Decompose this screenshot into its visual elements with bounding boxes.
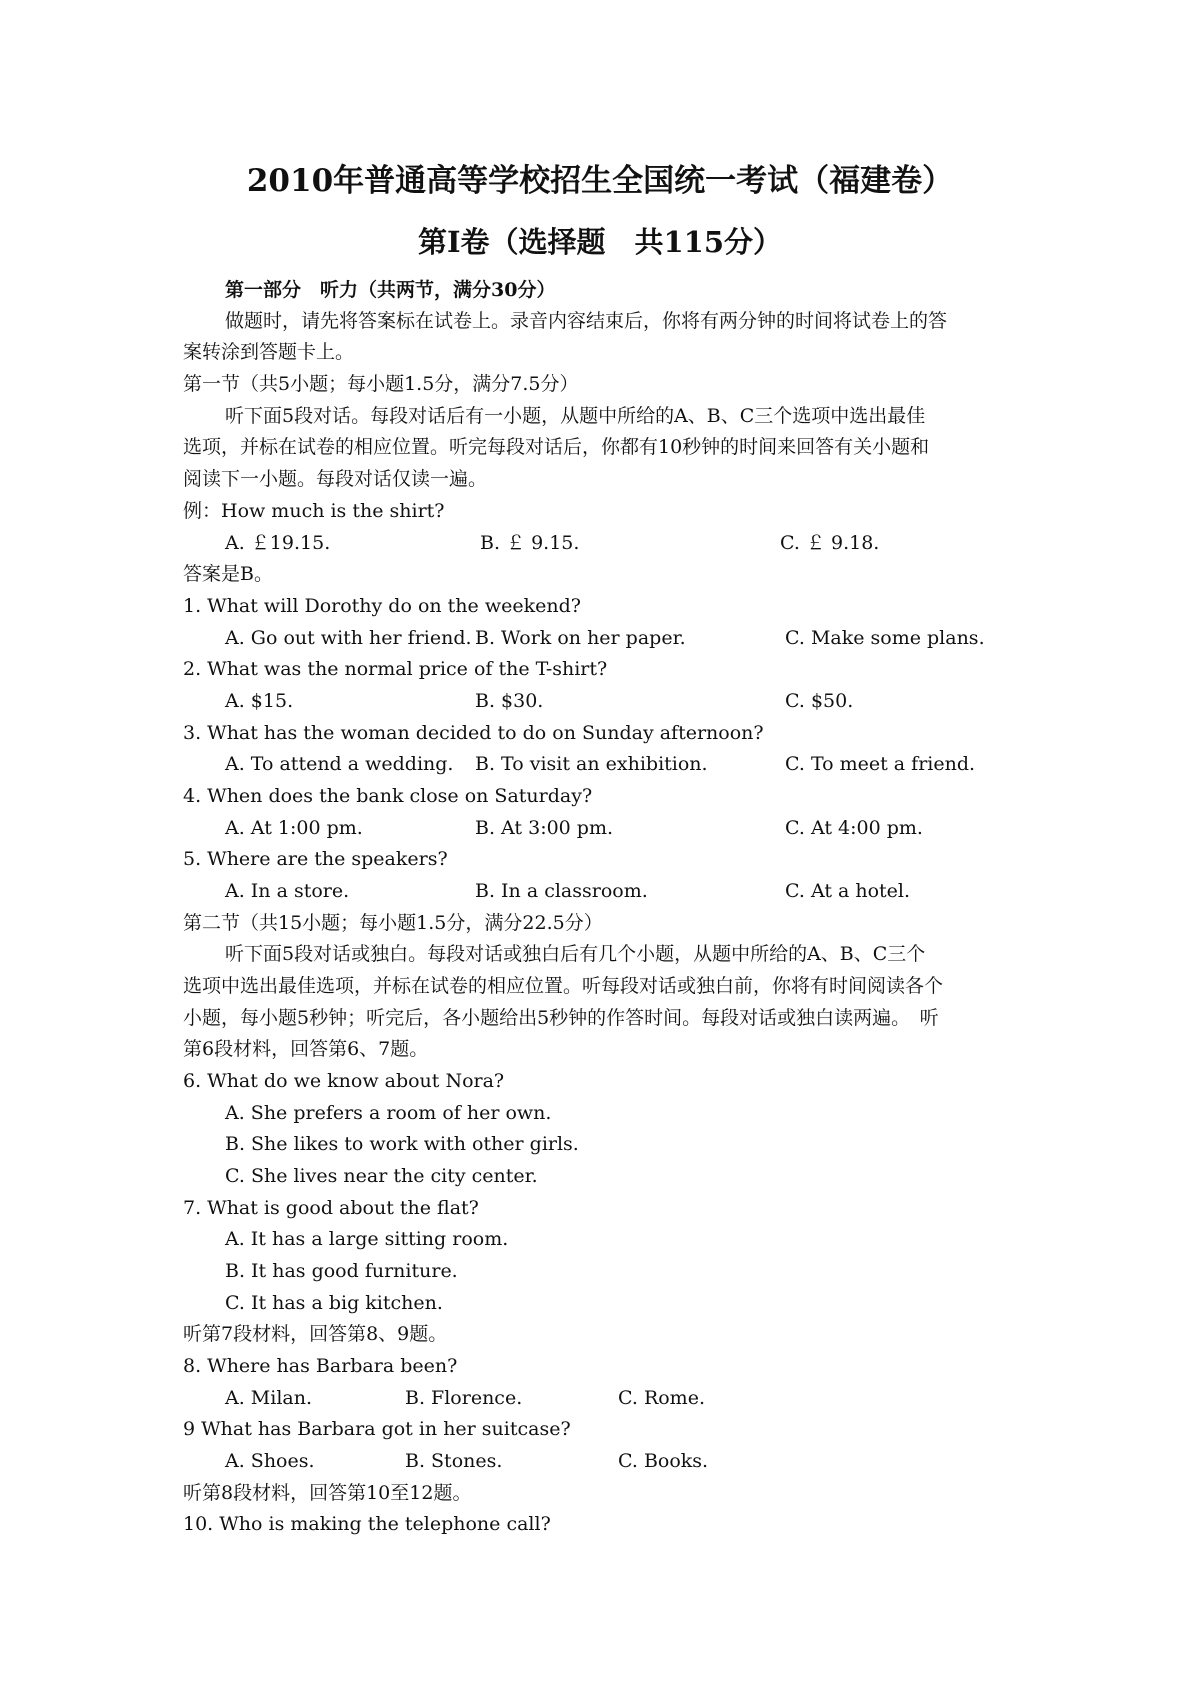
material-7-note: 听第7段材料，回答第8、9题。 bbox=[183, 1323, 448, 1345]
question-9: 9 What has Barbara got in her suitcase? bbox=[183, 1418, 571, 1440]
q5-option-b: B. In a classroom. bbox=[475, 880, 648, 902]
question-8: 8. Where has Barbara been? bbox=[183, 1355, 458, 1377]
q9-option-b: B. Stones. bbox=[405, 1450, 503, 1472]
q4-option-a: A. At 1:00 pm. bbox=[225, 817, 363, 839]
q1-option-a: A. Go out with her friend. bbox=[225, 627, 472, 649]
section1-heading: 第一节（共5小题；每小题1.5分，满分7.5分） bbox=[183, 373, 579, 395]
q5-option-c: C. At a hotel. bbox=[785, 880, 911, 902]
example-option-c: C. ￡ 9.18. bbox=[780, 532, 880, 554]
section1-instruction-line: 阅读下一小题。每段对话仅读一遍。 bbox=[183, 468, 488, 490]
question-7: 7. What is good about the flat? bbox=[183, 1197, 479, 1219]
q2-option-c: C. $50. bbox=[785, 690, 854, 712]
question-6: 6. What do we know about Nora? bbox=[183, 1070, 505, 1092]
q7-option-b: B. It has good furniture. bbox=[225, 1260, 458, 1282]
part1-intro-line: 做题时，请先将答案标在试卷上。录音内容结束后，你将有两分钟的时间将试卷上的答 bbox=[225, 310, 948, 332]
q1-option-c: C. Make some plans. bbox=[785, 627, 985, 649]
q4-option-c: C. At 4:00 pm. bbox=[785, 817, 923, 839]
q1-option-b: B. Work on her paper. bbox=[475, 627, 686, 649]
section2-instruction-line: 听下面5段对话或独白。每段对话或独白后有几个小题，从题中所给的A、B、C三个 bbox=[225, 943, 926, 965]
question-2: 2. What was the normal price of the T-shirt? bbox=[183, 658, 608, 680]
part1-heading: 第一部分 听力（共两节，满分30分） bbox=[225, 279, 556, 301]
q7-option-a: A. It has a large sitting room. bbox=[225, 1228, 509, 1250]
section1-instruction-line: 选项，并标在试卷的相应位置。听完每段对话后，你都有10秒钟的时间来回答有关小题和 bbox=[183, 436, 930, 458]
part1-intro-line: 案转涂到答题卡上。 bbox=[183, 341, 355, 363]
q4-option-b: B. At 3:00 pm. bbox=[475, 817, 614, 839]
q8-option-b: B. Florence. bbox=[405, 1387, 523, 1409]
q8-option-a: A. Milan. bbox=[225, 1387, 313, 1409]
q2-option-b: B. $30. bbox=[475, 690, 544, 712]
example-answer: 答案是B。 bbox=[183, 563, 273, 585]
q3-option-c: C. To meet a friend. bbox=[785, 753, 976, 775]
question-5: 5. Where are the speakers? bbox=[183, 848, 448, 870]
exam-subtitle: 第I卷（选择题 共115分） bbox=[417, 225, 783, 259]
section1-instruction-line: 听下面5段对话。每段对话后有一小题，从题中所给的A、B、C三个选项中选出最佳 bbox=[225, 405, 926, 427]
q9-option-a: A. Shoes. bbox=[225, 1450, 315, 1472]
question-10: 10. Who is making the telephone call? bbox=[183, 1513, 551, 1535]
exam-title: 2010年普通高等学校招生全国统一考试（福建卷） bbox=[246, 163, 954, 199]
q6-option-b: B. She likes to work with other girls. bbox=[225, 1133, 579, 1155]
section2-instruction-line: 小题，每小题5秒钟；听完后，各小题给出5秒钟的作答时间。每段对话或独白读两遍。 听 bbox=[183, 1007, 939, 1029]
q3-option-b: B. To visit an exhibition. bbox=[475, 753, 708, 775]
example-option-a: A. ￡19.15. bbox=[225, 532, 331, 554]
example-option-b: B. ￡ 9.15. bbox=[480, 532, 580, 554]
section2-heading: 第二节（共15小题；每小题1.5分，满分22.5分） bbox=[183, 912, 603, 934]
q3-option-a: A. To attend a wedding. bbox=[225, 753, 454, 775]
question-3: 3. What has the woman decided to do on Sunday afternoon? bbox=[183, 722, 764, 744]
question-1: 1. What will Dorothy do on the weekend? bbox=[183, 595, 581, 617]
q6-option-a: A. She prefers a room of her own. bbox=[225, 1102, 552, 1124]
section2-instruction-line: 第6段材料，回答第6、7题。 bbox=[183, 1038, 429, 1060]
example-question: 例：How much is the shirt? bbox=[183, 500, 445, 522]
material-8-note: 听第8段材料，回答第10至12题。 bbox=[183, 1482, 472, 1504]
q9-option-c: C. Books. bbox=[618, 1450, 709, 1472]
q6-option-c: C. She lives near the city center. bbox=[225, 1165, 538, 1187]
section2-instruction-line: 选项中选出最佳选项，并标在试卷的相应位置。听每段对话或独白前，你将有时间阅读各个 bbox=[183, 975, 944, 997]
q2-option-a: A. $15. bbox=[225, 690, 294, 712]
question-4: 4. When does the bank close on Saturday? bbox=[183, 785, 593, 807]
q5-option-a: A. In a store. bbox=[225, 880, 350, 902]
q7-option-c: C. It has a big kitchen. bbox=[225, 1292, 443, 1314]
q8-option-c: C. Rome. bbox=[618, 1387, 705, 1409]
